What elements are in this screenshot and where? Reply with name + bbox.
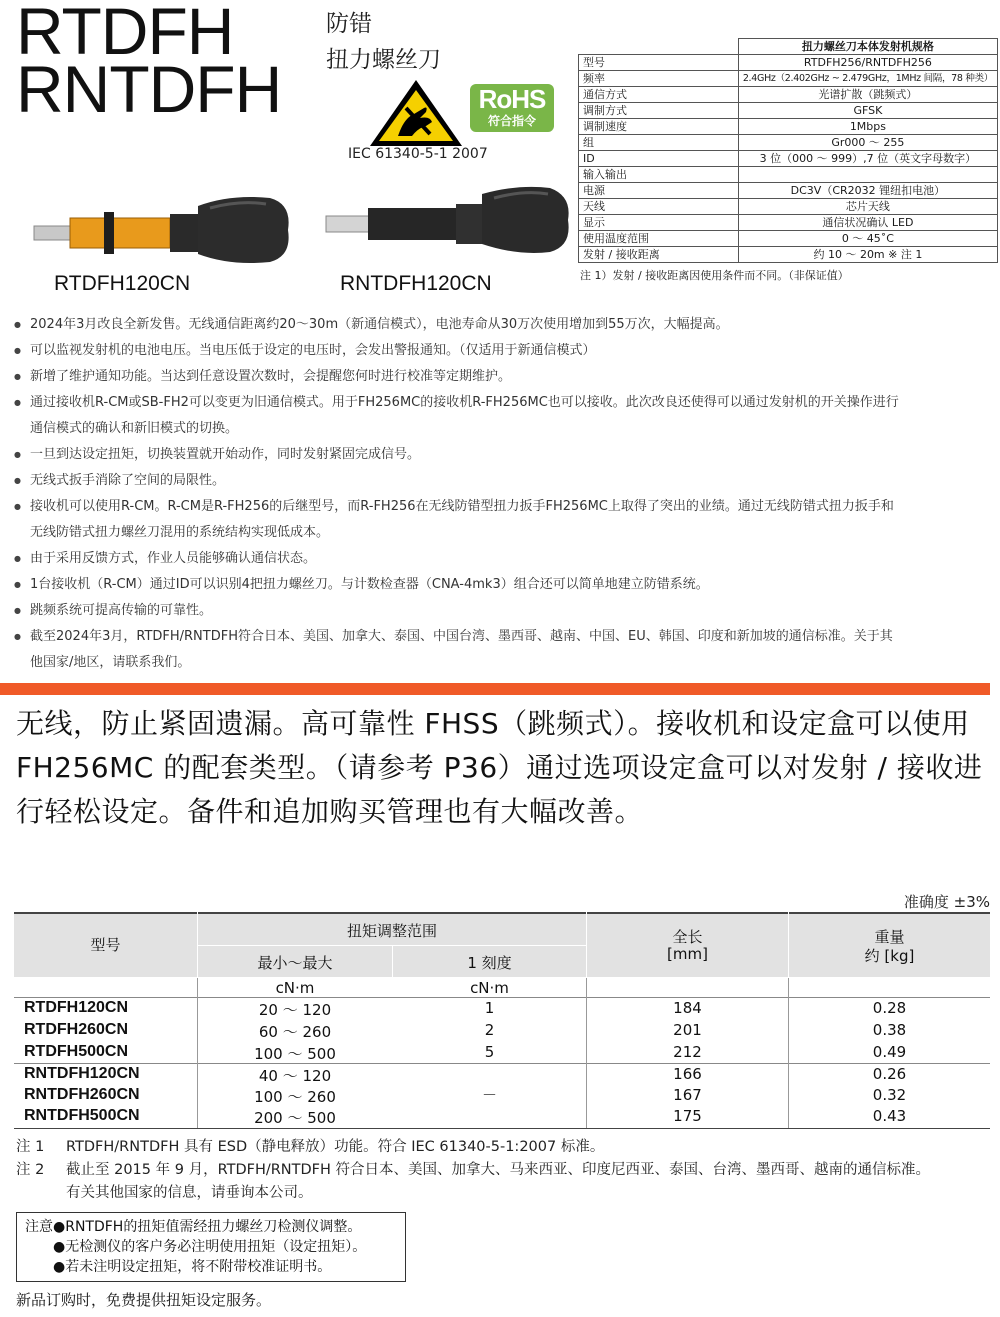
spec-row [579,199,998,215]
table-row-grad: 5 [484,1043,495,1061]
col-minmax-header: 最小～最大 [257,954,333,972]
subtitle-line-2: 扭力螺丝刀 [326,47,441,73]
table-row-range: 100 ～ 260 [254,1088,336,1106]
table-row-model: RNTDFH500CN [24,1107,140,1124]
title-line-2: RNTDFH [16,52,282,126]
feature-item: ● 新增了维护通知功能。当达到任意设置次数时，会提醒您何时进行校准等定期维护。 [14,364,904,390]
unit-grad: cN·m [470,979,509,997]
spec-row [579,71,998,87]
spec-key: 天线 [579,199,739,215]
table-row-range: 100 ～ 500 [254,1045,336,1063]
table-row-weight: 0.26 [872,1065,907,1083]
subtitle-line-1: 防错 [326,11,372,37]
rntdfh-label: RNTDFH120CN [340,272,492,295]
row-divider [14,997,990,998]
table-row-grad: 1 [484,999,495,1017]
iec-standard: IEC 61340-5-1 2007 [348,146,488,162]
col-weight-header: 重量 [874,928,905,946]
headline-text: 无线，防止紧固遗漏。高可靠性 FHSS（跳频式）。接收机和设定盒可以使用 FH256MC 的配套类型。（请参考 P36）通过选项设定盒可以对发射 / 接收进行轻松设定。备件和追加购买管理也有大幅改善。 [16,707,983,828]
spec-value: 2.4GHz（2.402GHz ~ 2.479GHz，1MHz 间隔，78 种类） [738,71,997,87]
spec-key: ID [579,151,739,167]
col-range-header: 扭矩调整范围 [346,922,437,940]
esd-warning-icon [368,78,464,148]
spec-value [738,167,997,183]
spec-row [579,215,998,231]
feature-item: ● 1台接收机（R-CM）通过ID可以识别4把扭力螺丝刀。与计数检查器（CNA-4mk3）组合还可以简单地建立防错系统。 [14,572,904,598]
rtdfh-product-image [30,190,292,268]
rohs-label: RoHS [478,84,546,114]
spec-value: 芯片天线 [738,199,997,215]
spec-key: 使用温度范围 [579,231,739,247]
spec-value: Gr000 ～ 255 [738,135,997,151]
spec-row [579,247,998,263]
caution-line: ●若未注明设定扭矩，将不附带校准证明书。 [53,1259,332,1275]
spec-value: 光谱扩散（跳频式） [738,87,997,103]
table-row-length: 167 [673,1086,702,1104]
footer-text: 新品订购时，免费提供扭矩设定服务。 [16,1291,272,1309]
title-line-1: RTDFH [16,0,234,68]
spec-footnote: 注 1）发射 / 接收距离因使用条件而不同。（非保证值） [580,269,849,282]
spec-value: RTDFH256/RNTDFH256 [738,55,997,71]
table-row-model: RNTDFH120CN [24,1065,140,1082]
feature-item: ● 接收机可以使用R-CM。R-CM是R-FH256的后继型号，而R-FH256在无线防错型扭力扳手FH256MC上取得了突出的业绩。通过无线防错式扭力扳手和无线防错式扭力螺丝刀混用的系统结构实现低成本。 [14,494,904,546]
accuracy-label: 准确度 ±3% [903,893,990,911]
table-row-range: 200 ～ 500 [254,1109,336,1127]
feature-item: ● 由于采用反馈方式，作业人员能够确认通信状态。 [14,546,904,572]
note-text: 有关其他国家的信息，请垂询本公司。 [66,1185,313,1201]
feature-item: ● 截至2024年3月，RTDFH/RNTDFH符合日本、美国、加拿大、泰国、中国台湾、墨西哥、越南、中国、EU、韩国、印度和新加坡的通信标准。关于其他国家/地区，请联系我们。 [14,624,904,676]
product-subtitle [326,6,441,78]
spec-key: 发射 / 接收距离 [579,247,739,263]
note-item [16,1182,930,1205]
table-row-model: RTDFH260CN [24,1021,129,1038]
unit-minmax: cN·m [275,979,315,997]
table-row-grad-dash: － [481,1086,497,1104]
spec-value: 通信状况确认 LED [738,215,997,231]
spec-row [579,183,998,199]
spec-value: 3 位（000 ～ 999）,7 位（英文字母数字） [738,151,997,167]
table-row-model: RNTDFH260CN [24,1086,140,1103]
spec-row [579,167,998,183]
caution-box [16,1212,406,1282]
table-row-weight: 0.28 [872,999,907,1017]
caution-line: 注意●RNTDFH的扭矩值需经扭力螺丝刀检测仪调整。 [25,1219,362,1235]
transmitter-spec-table [578,38,998,263]
table-row-length: 201 [673,1021,702,1039]
table-row-length: 212 [673,1043,702,1061]
spec-row [579,151,998,167]
note-key: 注 1 [16,1139,45,1155]
spec-key: 通信方式 [579,87,739,103]
spec-row [579,231,998,247]
spec-key: 调制方式 [579,103,739,119]
spec-row [579,119,998,135]
spec-key: 显示 [579,215,739,231]
col-model-header: 型号 [90,936,121,954]
table-bottom-rule [14,1128,990,1129]
spec-key: 输入输出 [579,167,739,183]
table-row-weight: 0.38 [872,1021,907,1039]
spec-value: 约 10 ～ 20m ※ 注 1 [738,247,997,263]
spec-value: 0 ～ 45˚C [738,231,997,247]
spec-key: 调制速度 [579,119,739,135]
note-text: 截止至 2015 年 9 月，RTDFH/RNTDFH 符合日本、美国、加拿大、马来西亚、印度尼西亚、泰国、台湾、墨西哥、越南的通信标准。 [66,1162,931,1178]
spec-row [579,103,998,119]
feature-item: ● 2024年3月改良全新发售。无线通信距离约20～30m（新通信模式），电池寿命从30万次使用增加到55万次，大幅提高。 [14,312,904,338]
spec-value: GFSK [738,103,997,119]
spec-row [579,135,998,151]
table-row-weight: 0.32 [872,1086,907,1104]
spec-heading: 扭力螺丝刀本体发射机规格 [738,39,997,55]
caution-line: ●无检测仪的客户务必注明使用扭矩（设定扭矩）。 [53,1239,367,1255]
table-row-length: 184 [673,999,702,1017]
table-row-model: RTDFH120CN [24,999,129,1016]
table-row-model: RTDFH500CN [24,1043,129,1060]
spec-value: 1Mbps [738,119,997,135]
feature-item: ● 通过接收机R-CM或SB-FH2可以变更为旧通信模式。用于FH256MC的接收机R-FH256MC也可以接收。此次改良还使得可以通过发射机的开关操作进行通信模式的确认和新旧模式的切换。 [14,390,904,442]
note-text: RTDFH/RNTDFH 具有 ESD（静电释放）功能。符合 IEC 61340-5-1:2007 标准。 [66,1139,605,1155]
product-title [16,0,282,126]
table-row-range: 20 ～ 120 [258,1001,332,1019]
col-length-unit: [mm] [667,945,708,963]
table-row-weight: 0.49 [872,1043,907,1061]
col-weight-unit: 约 [kg] [864,947,915,965]
note-key: 注 2 [16,1162,45,1178]
note-item [16,1136,930,1159]
col-length-header: 全长 [672,928,703,946]
feature-list [14,312,904,676]
rntdfh-product-image [322,182,572,258]
section-divider [0,683,990,695]
rohs-badge [470,84,554,132]
table-row-length: 175 [673,1107,702,1125]
spec-value: DC3V（CR2032 锂纽扣电池） [738,183,997,199]
feature-item: ● 可以监视发射机的电池电压。当电压低于设定的电压时，会发出警报通知。（仅适用于新通信模式） [14,338,904,364]
table-row-grad: 2 [484,1021,495,1039]
spec-key: 型号 [579,55,739,71]
spec-heading-row [579,39,998,55]
row-divider [14,1063,990,1064]
spec-row [579,87,998,103]
note-item [16,1159,930,1182]
feature-item: ● 一旦到达设定扭矩，切换装置就开始动作，同时发射紧固完成信号。 [14,442,904,468]
spec-key: 电源 [579,183,739,199]
table-row-length: 166 [673,1065,702,1083]
rohs-sublabel: 符合指令 [487,114,536,128]
spec-heading-blank [579,39,739,55]
header-divider [198,945,586,946]
spec-key: 组 [579,135,739,151]
spec-key: 频率 [579,71,739,87]
model-table [14,912,990,1128]
col-grad-header: 1 刻度 [467,954,512,972]
feature-item: ● 跳频系统可提高传输的可靠性。 [14,598,904,624]
table-row-range: 40 ～ 120 [258,1067,332,1085]
rtdfh-label: RTDFH120CN [54,272,191,295]
feature-item: ● 无线式扳手消除了空间的局限性。 [14,468,904,494]
notes-section [16,1136,930,1205]
table-row-range: 60 ～ 260 [258,1023,332,1041]
spec-row [579,55,998,71]
table-row-weight: 0.43 [872,1107,907,1125]
